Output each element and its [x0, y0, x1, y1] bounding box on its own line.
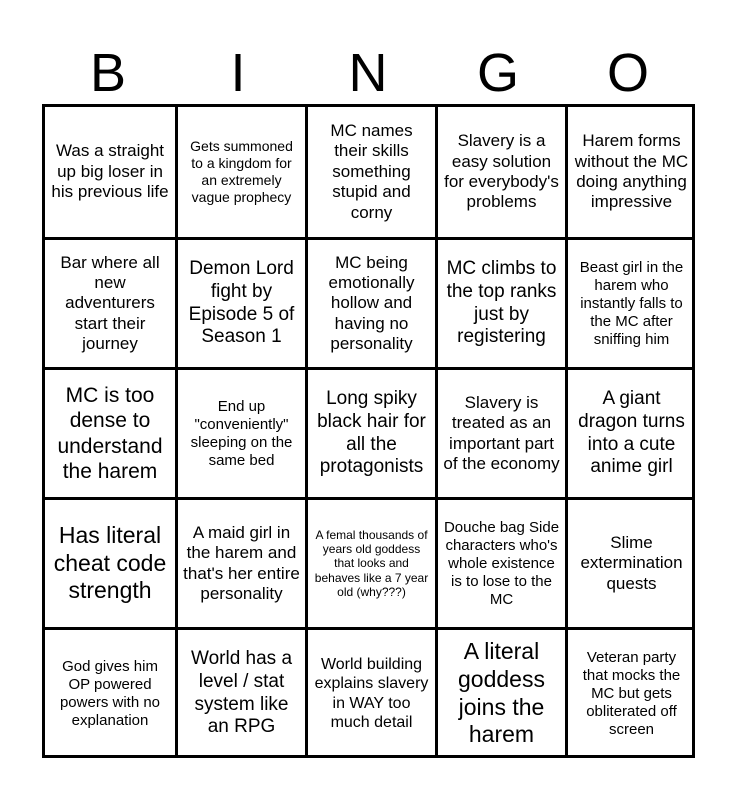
bingo-cell-text: A giant dragon turns into a cute anime girl [578, 387, 685, 478]
bingo-cell[interactable] [178, 630, 305, 757]
bingo-cell[interactable] [438, 630, 565, 757]
bingo-cell-text: MC is too dense to understand the harem [57, 384, 163, 483]
bingo-cell[interactable] [45, 107, 175, 237]
bingo-cell-text: MC being emotionally hollow and having no personality [328, 252, 415, 354]
bingo-cell[interactable] [45, 630, 175, 757]
bingo-cell[interactable] [568, 630, 695, 757]
bingo-cell-text: Bar where all new adventurers start their journey [60, 252, 160, 354]
bingo-cell-text: Long spiky black hair for all the protagonists [317, 387, 426, 478]
bingo-cell[interactable] [568, 240, 695, 367]
header-letter-g: G [476, 43, 519, 103]
bingo-cell-text: Gets summoned to a kingdom for an extremely vague prophecy [190, 138, 293, 205]
bingo-cell[interactable] [178, 107, 305, 237]
bingo-cell[interactable] [308, 630, 435, 757]
bingo-cell[interactable] [438, 107, 565, 237]
bingo-cell-text: Slavery is treated as an important part of the economy [443, 392, 560, 473]
bingo-cell[interactable] [178, 500, 305, 627]
bingo-cell-text: A femal thousands of years old goddess that looks and behaves like a 7 year old (why???) [314, 527, 429, 600]
bingo-cell-text: Douche bag Side characters who's whole existence is to lose to the MC [443, 518, 560, 608]
bingo-cell-text: God gives him OP powered powers with no explanation [59, 657, 161, 729]
bingo-cell-text: Slime extermination quests [580, 532, 683, 593]
bingo-cell-text: Was a straight up big loser in his previous life [51, 141, 169, 202]
bingo-cell[interactable] [45, 500, 175, 627]
header-letter-o: O [606, 43, 649, 103]
bingo-cell-text: Beast girl in the harem who instantly falls to the MC after sniffing him [579, 258, 684, 348]
bingo-board [42, 104, 695, 758]
bingo-cell-text: Has literal cheat code strength [53, 522, 167, 604]
bingo-cell[interactable] [178, 370, 305, 497]
bingo-cell[interactable] [45, 370, 175, 497]
bingo-cell[interactable] [308, 500, 435, 627]
bingo-cell[interactable] [438, 500, 565, 627]
bingo-cell-text: World building explains slavery in WAY too much detail [314, 656, 429, 731]
bingo-cell[interactable] [308, 240, 435, 367]
bingo-cell-text: Veteran party that mocks the MC but gets obliterated off screen [582, 648, 681, 738]
bingo-cell-text: Harem forms without the MC doing anything impressive [574, 131, 689, 212]
bingo-cell[interactable] [438, 370, 565, 497]
bingo-cell[interactable] [308, 370, 435, 497]
bingo-cell-text: World has a level / stat system like an RPG [190, 647, 293, 738]
bingo-cell[interactable] [308, 107, 435, 237]
bingo-cell[interactable] [568, 500, 695, 627]
header-letter-i: I [230, 43, 246, 103]
bingo-cell[interactable] [45, 240, 175, 367]
bingo-cell-text: A literal goddess joins the harem [458, 638, 545, 748]
bingo-header [43, 40, 695, 106]
bingo-cell-text: A maid girl in the harem and that's her entire personality [183, 522, 300, 603]
bingo-cell[interactable] [438, 240, 565, 367]
bingo-cell[interactable] [568, 107, 695, 237]
header-letter-b: B [89, 43, 127, 103]
bingo-cell-text: End up "conveniently" sleeping on the same bed [190, 397, 293, 469]
header-letter-n: N [348, 43, 388, 103]
bingo-cell[interactable] [178, 240, 305, 367]
bingo-cell-text: MC climbs to the top ranks just by registering [446, 257, 557, 348]
bingo-cell-text: Slavery is a easy solution for everybody's problems [444, 131, 559, 212]
bingo-cell-text: MC names their skills something stupid and corny [330, 121, 413, 222]
bingo-cell[interactable] [568, 370, 695, 497]
bingo-cell-text: Demon Lord fight by Episode 5 of Season 1 [188, 257, 295, 348]
